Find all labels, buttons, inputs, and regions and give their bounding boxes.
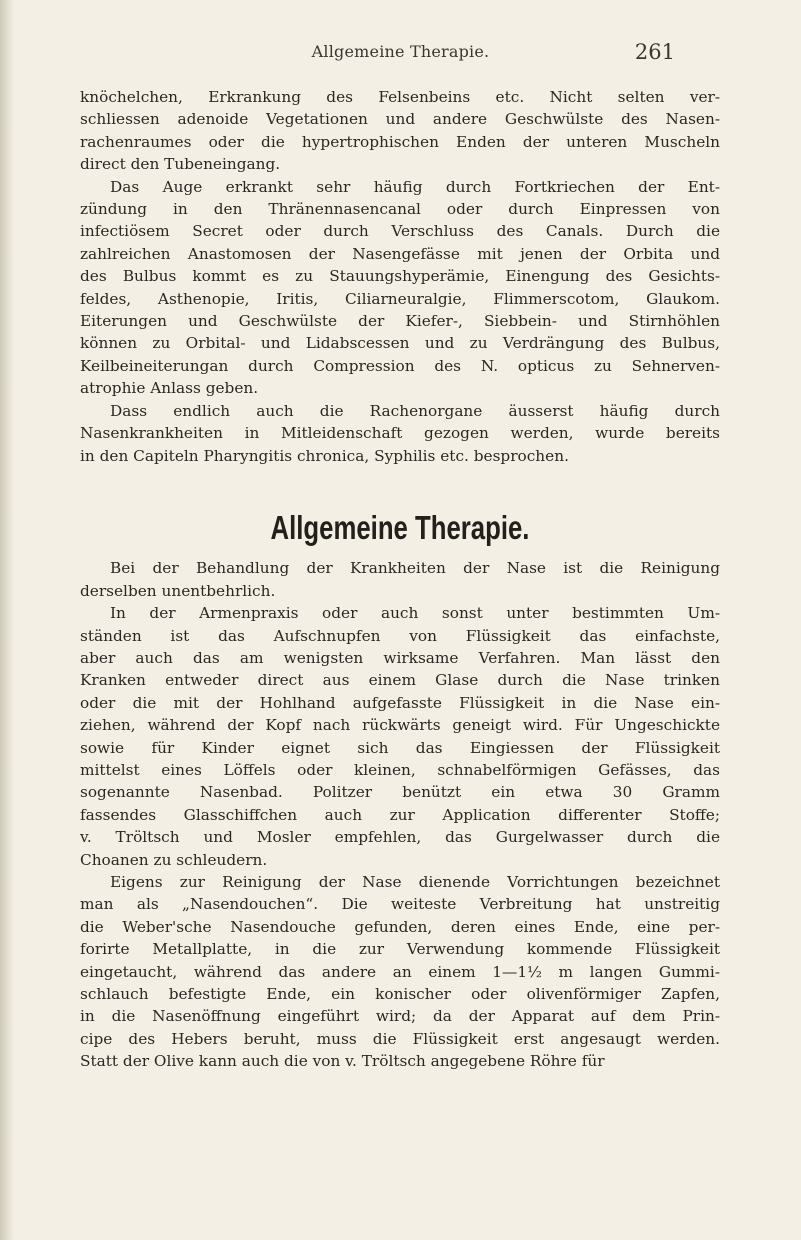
text-line: zahlreichen Anastomosen der Nasengefässe mit jenen der Orbita und <box>80 244 720 263</box>
text-line: mittelst eines Löffels oder kleinen, schnabelförmigen Gefässes, das <box>80 760 720 779</box>
text-line: sowie für Kinder eignet sich das Eingiessen der Flüssigkeit <box>80 738 720 757</box>
text-line: in den Capiteln Pharyngitis chronica, Syphilis etc. besprochen. <box>80 446 569 465</box>
text-line: sogenannte Nasenbad. Politzer benützt ein etwa 30 Gramm <box>80 783 720 802</box>
text-line: Eiterungen und Geschwülste der Kiefer-, Siebbein- und Stirnhöhlen <box>80 312 720 331</box>
text-line: in die Nasenöffnung eingeführt wird; da der Apparat auf dem Prin- <box>80 1007 720 1026</box>
text-line: v. Tröltsch und Mosler empfehlen, das Gurgelwasser durch die <box>80 828 720 847</box>
text-line: Choanen zu schleudern. <box>80 850 268 869</box>
paragraph-p4 <box>80 557 720 602</box>
text-line: forirte Metallplatte, in die zur Verwendung kommende Flüssigkeit <box>80 940 720 959</box>
text-line: eingetaucht, während das andere an einem 1—1½ m langen Gummi- <box>80 962 720 981</box>
running-header <box>0 40 801 70</box>
text-line: atrophie Anlass geben. <box>80 379 259 398</box>
text-line: zündung in den Thränennasencanal oder durch Einpressen von <box>80 200 720 219</box>
text-line: infectiösem Secret oder durch Verschluss des Canals. Durch die <box>80 222 720 241</box>
text-line: ständen ist das Aufschnupfen von Flüssigkeit das einfachste, <box>80 626 720 645</box>
text-line: Eigens zur Reinigung der Nase dienende Vorrichtungen bezeichnet <box>110 873 720 891</box>
text-line: Dass endlich auch die Rachenorgane äusserst häufig durch <box>110 401 720 420</box>
text-line: Kranken entweder direct aus einem Glase durch die Nase trinken <box>80 671 720 690</box>
text-line: können zu Orbital- und Lidabscessen und zu Verdrängung des Bulbus, <box>80 334 720 353</box>
text-line: schliessen adenoide Vegetationen und andere Geschwülste des Nasen- <box>80 110 720 129</box>
paragraph-p2 <box>80 176 720 400</box>
text-line: cipe des Hebers beruht, muss die Flüssigkeit erst angesaugt werden. <box>80 1029 720 1048</box>
paragraph-p3 <box>80 400 720 467</box>
section-heading: Allgemeine Therapie. <box>270 508 530 546</box>
text-line: schlauch befestigte Ende, ein konischer oder olivenförmiger Zapfen, <box>80 985 720 1004</box>
page-edge-shadow <box>0 0 14 1240</box>
paragraph-p6 <box>80 871 720 1073</box>
text-line: derselben unentbehrlich. <box>80 581 276 600</box>
text-line: feldes, Asthenopie, Iritis, Ciliarneuralgie, Flimmerscotom, Glaukom. <box>80 289 720 308</box>
text-line: oder die mit der Hohlhand aufgefasste Flüssigkeit in die Nase ein- <box>80 693 720 712</box>
running-title: Allgemeine Therapie. <box>311 42 490 61</box>
text-line: ziehen, während der Kopf nach rückwärts geneigt wird. Für Ungeschickte <box>80 716 720 735</box>
text-line: man als „Nasendouchen“. Die weiteste Verbreitung hat unstreitig <box>80 895 720 914</box>
text-line: direct den Tubeneingang. <box>80 155 281 174</box>
paragraph-p1 <box>80 86 720 176</box>
paragraphs-before-heading <box>80 86 720 467</box>
paragraphs-after-heading <box>80 557 720 1072</box>
text-line: rachenraumes oder die hypertrophischen Enden der unteren Muscheln <box>80 132 720 151</box>
text-line: die Weber'sche Nasendouche gefunden, deren eines Ende, eine per- <box>80 917 720 936</box>
text-line: Das Auge erkrankt sehr häufig durch Fortkriechen der Ent- <box>110 177 720 196</box>
body-text <box>80 86 720 1073</box>
text-line: knöchelchen, Erkrankung des Felsenbeins etc. Nicht selten ver- <box>80 88 720 106</box>
text-line: Statt der Olive kann auch die von v. Tröltsch angegebene Röhre für <box>80 1052 605 1071</box>
text-line: Nasenkrankheiten in Mitleidenschaft gezogen werden, wurde bereits <box>80 424 720 443</box>
paragraph-p5 <box>80 602 720 871</box>
text-line: fassendes Glasschiffchen auch zur Application differenter Stoffe; <box>80 805 720 824</box>
text-line: In der Armenpraxis oder auch sonst unter bestimmten Um- <box>110 604 720 623</box>
text-line: Bei der Behandlung der Krankheiten der Nase ist die Reinigung <box>110 559 720 578</box>
text-line: aber auch das am wenigsten wirksame Verfahren. Man lässt den <box>80 648 720 667</box>
page-number: 261 <box>634 40 675 64</box>
text-line: des Bulbus kommt es zu Stauungshyperämie, Einengung des Gesichts- <box>80 267 720 286</box>
text-line: Keilbeineiterungan durch Compression des N. opticus zu Sehnerven- <box>80 356 720 375</box>
